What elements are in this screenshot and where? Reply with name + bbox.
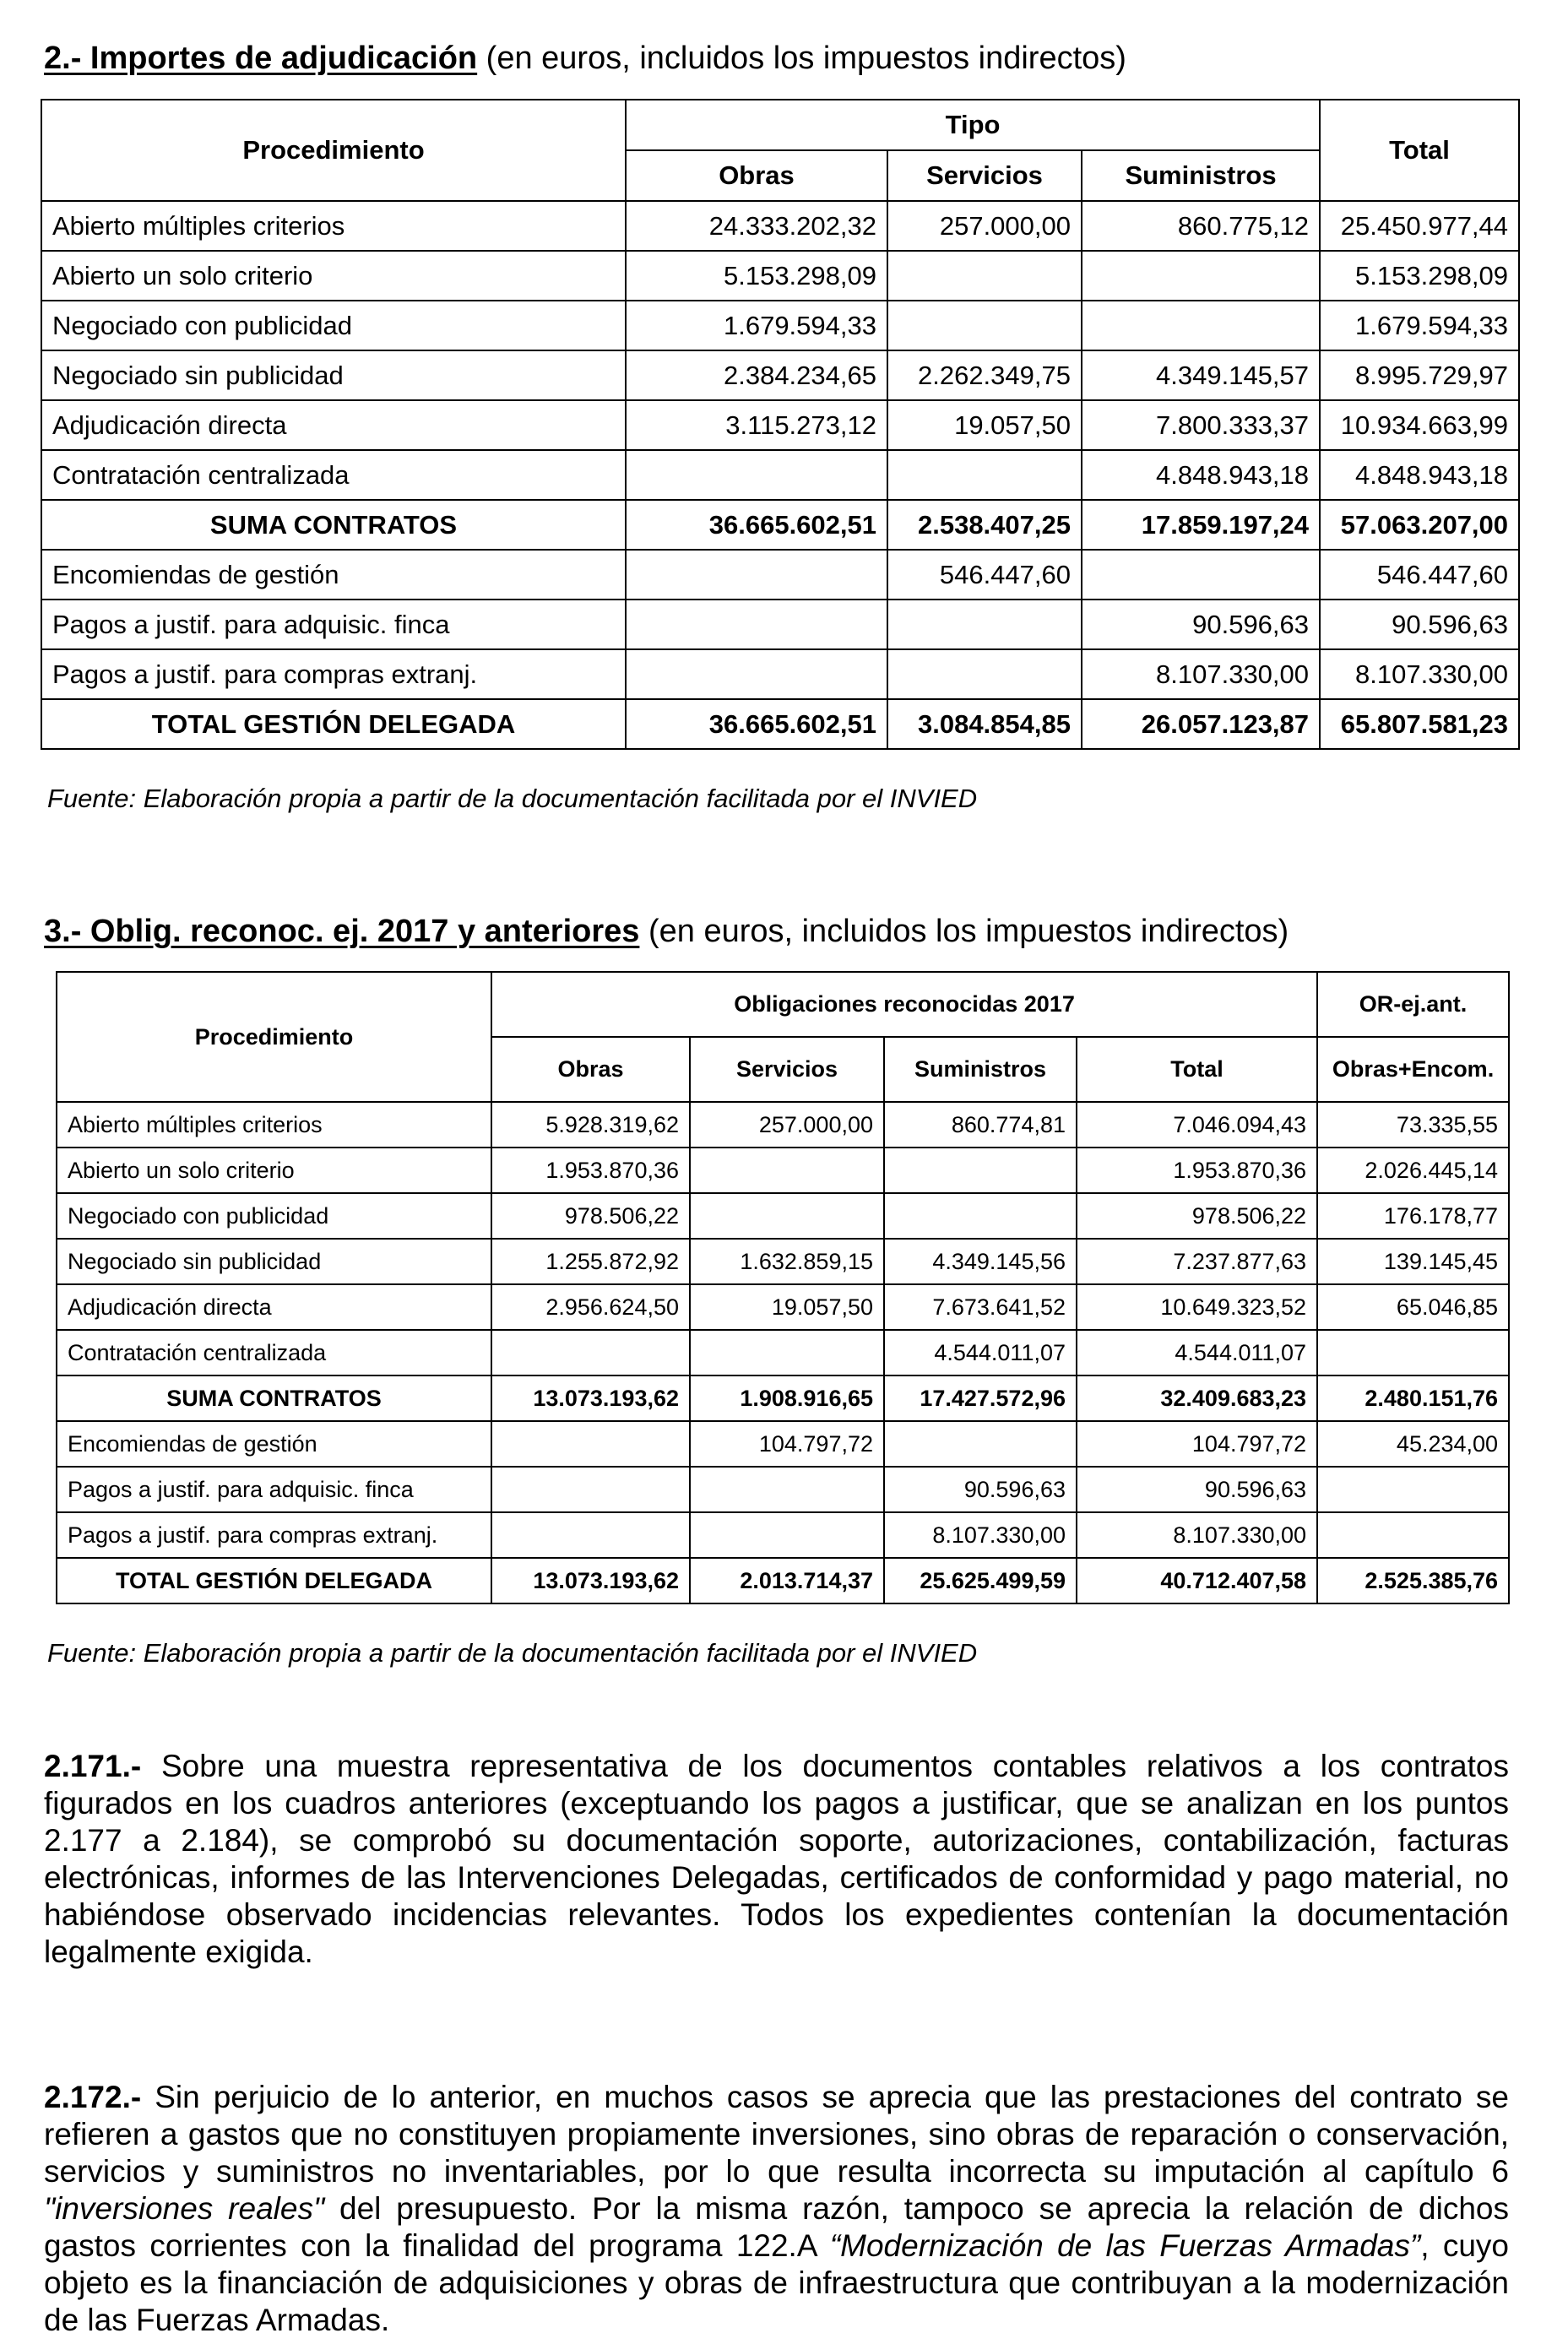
cell-obras	[491, 1330, 690, 1375]
row-label: SUMA CONTRATOS	[41, 500, 626, 550]
cell-ant: 2.026.445,14	[1317, 1148, 1509, 1193]
table-row	[57, 1421, 1509, 1467]
table-2-source: Fuente: Elaboración propia a partir de la documentación facilitada por el INVIED	[47, 784, 978, 813]
cell-suministros	[884, 1148, 1077, 1193]
paragraph-text: Sin perjuicio de lo anterior, en muchos casos se aprecia que las prestaciones del contrato se refieren a gastos que no constituyen propiamente inversiones, sino obras de reparación o conservación, servicios y suministros no inventariables, por lo que resulta incorrecta su imputación al capítulo 6	[44, 2080, 1509, 2189]
paragraph-italic-text: “Modernización de las Fuerzas Armadas”	[829, 2228, 1421, 2263]
cell-suministros	[1082, 550, 1320, 600]
cell-obras: 36.665.602,51	[626, 699, 887, 749]
paragraph-italic-text: "inversiones reales"	[44, 2191, 325, 2226]
cell-obras	[491, 1467, 690, 1512]
cell-obras	[626, 450, 887, 500]
table-row	[57, 1148, 1509, 1193]
cell-obras: 1.255.872,92	[491, 1239, 690, 1284]
table-row	[41, 500, 1519, 550]
row-label: Negociado sin publicidad	[41, 350, 626, 400]
paragraph-number: 2.172.-	[44, 2080, 142, 2114]
cell-ant: 139.145,45	[1317, 1239, 1509, 1284]
cell-obras	[626, 600, 887, 649]
cell-total: 32.409.683,23	[1077, 1375, 1317, 1421]
cell-ant: 176.178,77	[1317, 1193, 1509, 1239]
header-suministros: Suministros	[884, 1037, 1077, 1102]
header-tipo: Tipo	[626, 100, 1320, 150]
paragraph-text: del presupuesto. Por la misma razón, tampoco se aprecia la relación de dichos gastos corrientes con la finalidad del programa 122.A	[44, 2191, 1509, 2263]
cell-obras: 24.333.202,32	[626, 201, 887, 251]
section-3-title-bold: 3.- Oblig. reconoc. ej. 2017 y anteriores	[44, 914, 640, 949]
table-row	[41, 550, 1519, 600]
cell-total: 104.797,72	[1077, 1421, 1317, 1467]
recognized-obligations-table	[56, 971, 1510, 1604]
cell-servicios	[887, 301, 1082, 350]
table-row	[57, 1239, 1509, 1284]
row-label: TOTAL GESTIÓN DELEGADA	[41, 699, 626, 749]
cell-obras: 5.153.298,09	[626, 251, 887, 301]
cell-total: 8.995.729,97	[1320, 350, 1519, 400]
row-label: Abierto múltiples criterios	[41, 201, 626, 251]
adjudication-amounts-table	[41, 99, 1520, 750]
cell-suministros: 17.427.572,96	[884, 1375, 1077, 1421]
obligations-table-body	[57, 1102, 1509, 1603]
cell-servicios	[887, 649, 1082, 699]
cell-obras: 1.953.870,36	[491, 1148, 690, 1193]
header-total: Total	[1320, 100, 1519, 201]
cell-servicios	[887, 251, 1082, 301]
table-row	[41, 301, 1519, 350]
cell-suministros: 860.774,81	[884, 1102, 1077, 1148]
cell-obras: 13.073.193,62	[491, 1558, 690, 1603]
row-label: Contratación centralizada	[57, 1330, 491, 1375]
cell-obras	[626, 649, 887, 699]
cell-ant: 2.480.151,76	[1317, 1375, 1509, 1421]
cell-servicios: 2.262.349,75	[887, 350, 1082, 400]
table-row	[41, 450, 1519, 500]
cell-servicios	[690, 1193, 884, 1239]
paragraph-number: 2.171.-	[44, 1749, 142, 1783]
cell-servicios	[690, 1512, 884, 1558]
cell-total: 25.450.977,44	[1320, 201, 1519, 251]
header-suministros: Suministros	[1082, 150, 1320, 201]
section-3-title-rest: (en euros, incluidos los impuestos indirectos)	[639, 914, 1289, 949]
cell-suministros	[884, 1193, 1077, 1239]
cell-ant: 2.525.385,76	[1317, 1558, 1509, 1603]
row-label: Negociado con publicidad	[57, 1193, 491, 1239]
cell-total: 1.679.594,33	[1320, 301, 1519, 350]
cell-obras: 1.679.594,33	[626, 301, 887, 350]
header-procedimiento: Procedimiento	[41, 100, 626, 201]
cell-obras: 36.665.602,51	[626, 500, 887, 550]
row-label: Adjudicación directa	[41, 400, 626, 450]
header-total: Total	[1077, 1037, 1317, 1102]
row-label: Abierto un solo criterio	[57, 1148, 491, 1193]
row-label: Abierto múltiples criterios	[57, 1102, 491, 1148]
paragraph-text: Sobre una muestra representativa de los documentos contables relativos a los contratos figurados en los cuadros anteriores (exceptuando los pagos a justificar, que se analizan en los puntos 2.177 a 2.184), se comprobó su documentación soporte, autorizaciones, contabilización, facturas electrónicas, informes de las Intervenciones Delegadas, certificados de conformidad y pago material, no habiéndose observado incidencias relevantes. Todos los expedientes contenían la documentación legalmente exigida.	[44, 1749, 1509, 1969]
cell-obras	[491, 1421, 690, 1467]
cell-total: 57.063.207,00	[1320, 500, 1519, 550]
cell-total: 546.447,60	[1320, 550, 1519, 600]
cell-suministros: 7.673.641,52	[884, 1284, 1077, 1330]
row-label: Encomiendas de gestión	[41, 550, 626, 600]
row-label: Adjudicación directa	[57, 1284, 491, 1330]
cell-suministros	[1082, 301, 1320, 350]
cell-suministros: 4.848.943,18	[1082, 450, 1320, 500]
row-label: SUMA CONTRATOS	[57, 1375, 491, 1421]
row-label: Contratación centralizada	[41, 450, 626, 500]
cell-servicios: 19.057,50	[887, 400, 1082, 450]
cell-servicios: 257.000,00	[887, 201, 1082, 251]
cell-suministros: 4.544.011,07	[884, 1330, 1077, 1375]
cell-total: 65.807.581,23	[1320, 699, 1519, 749]
paragraph-2-171	[44, 1748, 1509, 1971]
cell-suministros: 26.057.123,87	[1082, 699, 1320, 749]
row-label: Encomiendas de gestión	[57, 1421, 491, 1467]
header-or-ej-ant: OR-ej.ant.	[1317, 972, 1509, 1037]
cell-suministros: 90.596,63	[1082, 600, 1320, 649]
cell-servicios: 104.797,72	[690, 1421, 884, 1467]
cell-servicios: 546.447,60	[887, 550, 1082, 600]
cell-suministros: 7.800.333,37	[1082, 400, 1320, 450]
cell-servicios: 2.013.714,37	[690, 1558, 884, 1603]
row-label: Pagos a justif. para compras extranj.	[41, 649, 626, 699]
table-row	[41, 600, 1519, 649]
cell-ant	[1317, 1467, 1509, 1512]
cell-servicios: 19.057,50	[690, 1284, 884, 1330]
cell-suministros	[884, 1421, 1077, 1467]
cell-obras: 5.928.319,62	[491, 1102, 690, 1148]
table-row	[57, 1102, 1509, 1148]
header-obligaciones-2017: Obligaciones reconocidas 2017	[491, 972, 1317, 1037]
row-label: Abierto un solo criterio	[41, 251, 626, 301]
header-obras-encom: Obras+Encom.	[1317, 1037, 1509, 1102]
cell-servicios	[887, 600, 1082, 649]
cell-suministros: 25.625.499,59	[884, 1558, 1077, 1603]
cell-ant: 45.234,00	[1317, 1421, 1509, 1467]
cell-total: 40.712.407,58	[1077, 1558, 1317, 1603]
row-label: TOTAL GESTIÓN DELEGADA	[57, 1558, 491, 1603]
cell-suministros: 4.349.145,56	[884, 1239, 1077, 1284]
cell-servicios	[690, 1330, 884, 1375]
section-2-title-rest: (en euros, incluidos los impuestos indirectos)	[477, 41, 1126, 76]
cell-ant: 65.046,85	[1317, 1284, 1509, 1330]
cell-total: 90.596,63	[1077, 1467, 1317, 1512]
row-label: Pagos a justif. para compras extranj.	[57, 1512, 491, 1558]
cell-obras: 13.073.193,62	[491, 1375, 690, 1421]
cell-servicios	[887, 450, 1082, 500]
adjudication-table-body	[41, 201, 1519, 749]
cell-servicios: 1.632.859,15	[690, 1239, 884, 1284]
cell-total: 978.506,22	[1077, 1193, 1317, 1239]
cell-obras: 2.956.624,50	[491, 1284, 690, 1330]
row-label: Pagos a justif. para adquisic. finca	[41, 600, 626, 649]
table-row	[57, 1375, 1509, 1421]
header-obras: Obras	[626, 150, 887, 201]
section-2-title-bold: 2.- Importes de adjudicación	[44, 41, 478, 76]
cell-total: 10.649.323,52	[1077, 1284, 1317, 1330]
table-row	[57, 1558, 1509, 1603]
cell-total: 1.953.870,36	[1077, 1148, 1317, 1193]
cell-total: 4.544.011,07	[1077, 1330, 1317, 1375]
row-label: Negociado con publicidad	[41, 301, 626, 350]
cell-total: 5.153.298,09	[1320, 251, 1519, 301]
cell-ant	[1317, 1512, 1509, 1558]
cell-total: 7.046.094,43	[1077, 1102, 1317, 1148]
cell-suministros: 8.107.330,00	[884, 1512, 1077, 1558]
cell-obras: 3.115.273,12	[626, 400, 887, 450]
header-procedimiento: Procedimiento	[57, 972, 491, 1102]
table-row	[57, 1512, 1509, 1558]
table-row	[41, 400, 1519, 450]
cell-servicios: 257.000,00	[690, 1102, 884, 1148]
cell-servicios: 3.084.854,85	[887, 699, 1082, 749]
cell-total: 90.596,63	[1320, 600, 1519, 649]
section-2-title	[44, 41, 1126, 77]
table-3-source: Fuente: Elaboración propia a partir de la documentación facilitada por el INVIED	[47, 1638, 978, 1668]
cell-servicios	[690, 1467, 884, 1512]
cell-suministros: 8.107.330,00	[1082, 649, 1320, 699]
table-row	[41, 699, 1519, 749]
cell-servicios: 2.538.407,25	[887, 500, 1082, 550]
table-row	[57, 1330, 1509, 1375]
cell-total: 8.107.330,00	[1320, 649, 1519, 699]
table-row	[57, 1284, 1509, 1330]
header-servicios: Servicios	[887, 150, 1082, 201]
cell-total: 4.848.943,18	[1320, 450, 1519, 500]
cell-ant	[1317, 1330, 1509, 1375]
header-obras: Obras	[491, 1037, 690, 1102]
cell-obras: 978.506,22	[491, 1193, 690, 1239]
cell-suministros: 17.859.197,24	[1082, 500, 1320, 550]
header-servicios: Servicios	[690, 1037, 884, 1102]
cell-servicios	[690, 1148, 884, 1193]
table-row	[41, 201, 1519, 251]
section-3-title	[44, 914, 1289, 950]
cell-suministros: 860.775,12	[1082, 201, 1320, 251]
cell-suministros: 4.349.145,57	[1082, 350, 1320, 400]
cell-total: 8.107.330,00	[1077, 1512, 1317, 1558]
row-label: Pagos a justif. para adquisic. finca	[57, 1467, 491, 1512]
table-row	[41, 350, 1519, 400]
cell-ant: 73.335,55	[1317, 1102, 1509, 1148]
table-row	[57, 1193, 1509, 1239]
cell-total: 7.237.877,63	[1077, 1239, 1317, 1284]
paragraph-2-172	[44, 2079, 1509, 2339]
paragraph-text: , cuyo objeto es la financiación de adquisiciones y obras de infraestructura que contribuyan a la modernización de las Fuerzas Armadas.	[44, 2228, 1509, 2337]
cell-suministros: 90.596,63	[884, 1467, 1077, 1512]
cell-obras	[626, 550, 887, 600]
table-row	[57, 1467, 1509, 1512]
cell-obras	[491, 1512, 690, 1558]
cell-obras: 2.384.234,65	[626, 350, 887, 400]
cell-servicios: 1.908.916,65	[690, 1375, 884, 1421]
cell-suministros	[1082, 251, 1320, 301]
row-label: Negociado sin publicidad	[57, 1239, 491, 1284]
table-row	[41, 251, 1519, 301]
cell-total: 10.934.663,99	[1320, 400, 1519, 450]
table-row	[41, 649, 1519, 699]
